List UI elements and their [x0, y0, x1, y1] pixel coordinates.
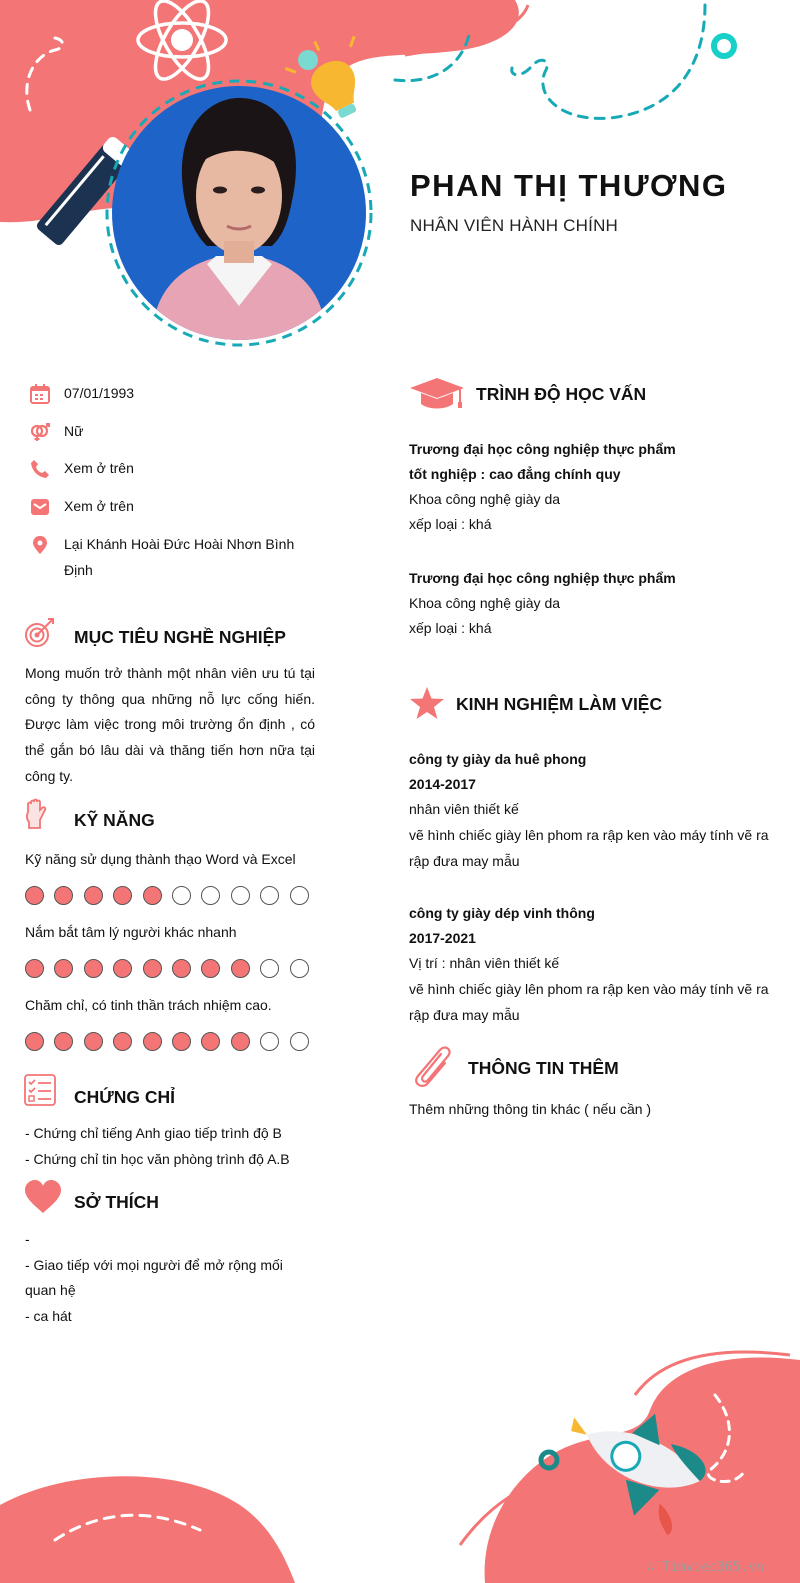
graduation-cap-icon — [409, 377, 465, 411]
gender-text: Nữ — [64, 423, 84, 439]
experience-description: vẽ hình chiếc giày lên phom ra rập ken vào máy tính vẽ ra rập đưa may mẫu — [409, 981, 769, 1023]
candidate-name: PHAN THỊ THƯƠNG — [410, 168, 728, 203]
rating-dot-empty — [260, 959, 279, 978]
rating-dot-filled — [143, 959, 162, 978]
experience-entry — [409, 901, 779, 1028]
rating-dot-filled — [231, 1032, 250, 1051]
skill-rating — [25, 959, 315, 981]
checklist-icon — [24, 1074, 56, 1106]
education-faculty: Khoa công nghệ giày da — [409, 491, 561, 507]
rating-dot-filled — [84, 886, 103, 905]
experience-entry — [409, 747, 779, 874]
rating-dot-filled — [54, 1032, 73, 1051]
heart-icon — [24, 1180, 62, 1214]
email-text: Xem ở trên — [64, 498, 134, 514]
rating-dot-empty — [290, 959, 309, 978]
rating-dot-filled — [25, 886, 44, 905]
hobby-item: - — [25, 1231, 30, 1247]
rating-dot-empty — [290, 1032, 309, 1051]
phone-text: Xem ở trên — [64, 460, 134, 476]
rating-dot-empty — [201, 886, 220, 905]
experience-company: công ty giày dép vinh thông — [409, 905, 595, 921]
rating-dot-filled — [84, 1032, 103, 1051]
rating-dot-empty — [260, 886, 279, 905]
rating-dot-filled — [113, 959, 132, 978]
star-icon — [409, 686, 445, 720]
rating-dot-filled — [172, 959, 191, 978]
education-degree: tốt nghiệp : cao đẳng chính quy — [409, 466, 621, 482]
gender-icon — [30, 422, 50, 442]
experience-description: vẽ hình chiếc giày lên phom ra rập ken vào máy tính vẽ ra rập đưa may mẫu — [409, 827, 769, 869]
rating-dot-filled — [54, 959, 73, 978]
experience-position: nhân viên thiết kế — [409, 801, 519, 817]
job-title: NHÂN VIÊN HÀNH CHÍNH — [410, 216, 619, 235]
certificates-list — [25, 1121, 315, 1172]
education-rank: xếp loại : khá — [409, 516, 492, 532]
hobby-item: - ca hát — [25, 1308, 72, 1325]
watermark: ∴ Timviec365.vn — [646, 1560, 764, 1575]
phone-icon — [30, 459, 50, 479]
hobby-item: - Giao tiếp với mọi người để mở rộng mối quan hệ — [25, 1256, 283, 1299]
education-school: Trương đại học công nghiệp thực phẩm — [409, 570, 676, 586]
rating-dot-filled — [201, 959, 220, 978]
skill-label: Chăm chỉ, có tinh thần trách nhiệm cao. — [25, 997, 272, 1013]
certificates-title: CHỨNG CHỈ — [74, 1087, 176, 1107]
skill-label: Kỹ năng sử dụng thành thạo Word và Excel — [25, 851, 296, 867]
hobbies-list — [25, 1227, 317, 1330]
rating-dot-filled — [54, 886, 73, 905]
rating-dot-empty — [260, 1032, 279, 1051]
experience-period: 2017-2021 — [409, 930, 476, 946]
rating-dot-filled — [172, 1032, 191, 1051]
objective-text: Mong muốn trở thành một nhân viên ưu tú tại công ty thông qua những nỗ lực cống hiến. Được làm việc trong môi trường ổn định , có thể gắn bó lâu dài và thăng tiến hơn nữa tại công ty. — [25, 665, 315, 784]
education-faculty: Khoa công nghệ giày da — [409, 595, 561, 611]
rating-dot-filled — [231, 959, 250, 978]
rating-dot-empty — [172, 886, 191, 905]
rating-dot-filled — [143, 886, 162, 905]
rating-dot-filled — [84, 959, 103, 978]
rating-dot-filled — [25, 959, 44, 978]
skill-rating — [25, 1032, 315, 1054]
skills-title: KỸ NĂNG — [74, 810, 155, 830]
education-title: TRÌNH ĐỘ HỌC VẤN — [476, 384, 647, 404]
birthdate-text: 07/01/1993 — [64, 385, 135, 401]
rating-dot-filled — [113, 1032, 132, 1051]
address-text: Lại Khánh Hoài Đức Hoài Nhơn Bình Định — [64, 536, 295, 578]
rating-dot-filled — [113, 886, 132, 905]
certificate-item: - Chứng chỉ tiếng Anh giao tiếp trình độ B — [25, 1125, 282, 1141]
skill-rating — [25, 886, 315, 908]
experience-period: 2014-2017 — [409, 776, 476, 792]
skill-label: Nắm bắt tâm lý người khác nhanh — [25, 924, 237, 940]
rating-dot-empty — [231, 886, 250, 905]
experience-position: Vị trí : nhân viên thiết kế — [409, 955, 560, 971]
education-entry — [409, 566, 779, 641]
additional-text: Thêm những thông tin khác ( nếu cần ) — [409, 1101, 652, 1117]
calendar-icon — [30, 384, 50, 404]
education-entry — [409, 437, 779, 537]
teal-ring — [714, 36, 734, 56]
rating-dot-filled — [143, 1032, 162, 1051]
experience-company: công ty giày da huê phong — [409, 751, 587, 767]
objective-title: MỤC TIÊU NGHỀ NGHIỆP — [74, 627, 286, 647]
education-school: Trương đại học công nghiệp thực phẩm — [409, 441, 676, 457]
location-pin-icon — [30, 535, 50, 555]
target-icon — [24, 615, 58, 649]
paperclip-icon — [411, 1046, 455, 1088]
bottom-left-blob — [0, 1476, 295, 1583]
rating-dot-empty — [290, 886, 309, 905]
dashed-curve-right — [512, 5, 705, 118]
hobbies-title: SỞ THÍCH — [74, 1192, 159, 1212]
profile-photo — [112, 86, 366, 340]
email-icon — [30, 497, 50, 517]
rating-dot-filled — [25, 1032, 44, 1051]
certificate-item: - Chứng chỉ tin học văn phòng trình độ A.B — [25, 1150, 290, 1167]
hand-icon — [24, 798, 48, 830]
education-rank: xếp loại : khá — [409, 620, 492, 636]
additional-title: THÔNG TIN THÊM — [468, 1058, 619, 1078]
rating-dot-filled — [201, 1032, 220, 1051]
experience-title: KINH NGHIỆM LÀM VIỆC — [456, 694, 663, 714]
